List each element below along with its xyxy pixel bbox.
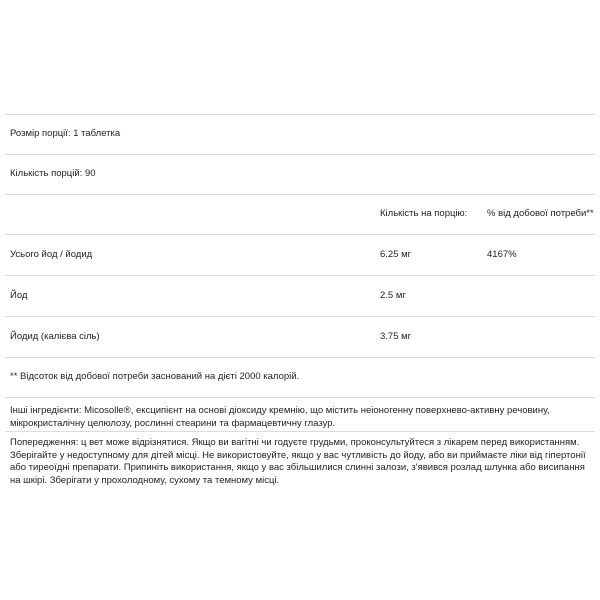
divider <box>5 234 595 235</box>
divider <box>5 316 595 317</box>
nutrient-name: Йод <box>10 290 28 301</box>
nutrient-name: Йодид (калієва сіль) <box>10 331 100 342</box>
nutrient-daily-value: 4167% <box>487 249 517 260</box>
nutrient-amount: 6.25 мг <box>380 249 412 260</box>
divider <box>5 275 595 276</box>
other-ingredients: Інші інгредієнти: Micosolle®, ексципієнт на основі діоксиду кремнію, що містить неіоногенну поверхнево-активну речовину, мікрокристалічну целюлозу, рослинні стеарини та фармацевтичну глазур. <box>10 405 550 429</box>
nutrient-name: Усього йод / йодид <box>10 249 93 260</box>
divider <box>5 194 595 195</box>
divider <box>5 154 595 155</box>
amount-per-serving-header: Кількість на порцію: <box>380 208 468 219</box>
divider <box>5 397 595 398</box>
servings-per-container: Кількість порцій: 90 <box>10 168 96 179</box>
serving-size: Розмір порції: 1 таблетка <box>10 128 121 139</box>
daily-value-header: % від добової потреби** <box>487 208 594 219</box>
daily-value-footnote: ** Відсоток від добової потреби заснований на дієті 2000 калорій. <box>10 371 300 382</box>
divider <box>5 431 595 432</box>
divider <box>5 357 595 358</box>
divider <box>5 114 595 115</box>
warning-text: Попередження: ц вет може відрізнятися. Якщо ви вагітні чи годуєте грудьми, проконсультуйтеся з лікарем перед використанням. Зберігайте у недоступному для дітей місці. Не використовуйте, якщо у вас чутливість до йоду, або ви приймаєте ліки від гіпертонії або тиреоїдні препарати. Припиніть використання, якщо у вас збільшилися слинні залози, з'явився розлад шлунка або висипання на шкірі. Зберігати у прохолодному, сухому та темному місці. <box>10 437 586 486</box>
nutrient-amount: 2.5 мг <box>380 290 406 301</box>
nutrient-amount: 3.75 мг <box>380 331 412 342</box>
